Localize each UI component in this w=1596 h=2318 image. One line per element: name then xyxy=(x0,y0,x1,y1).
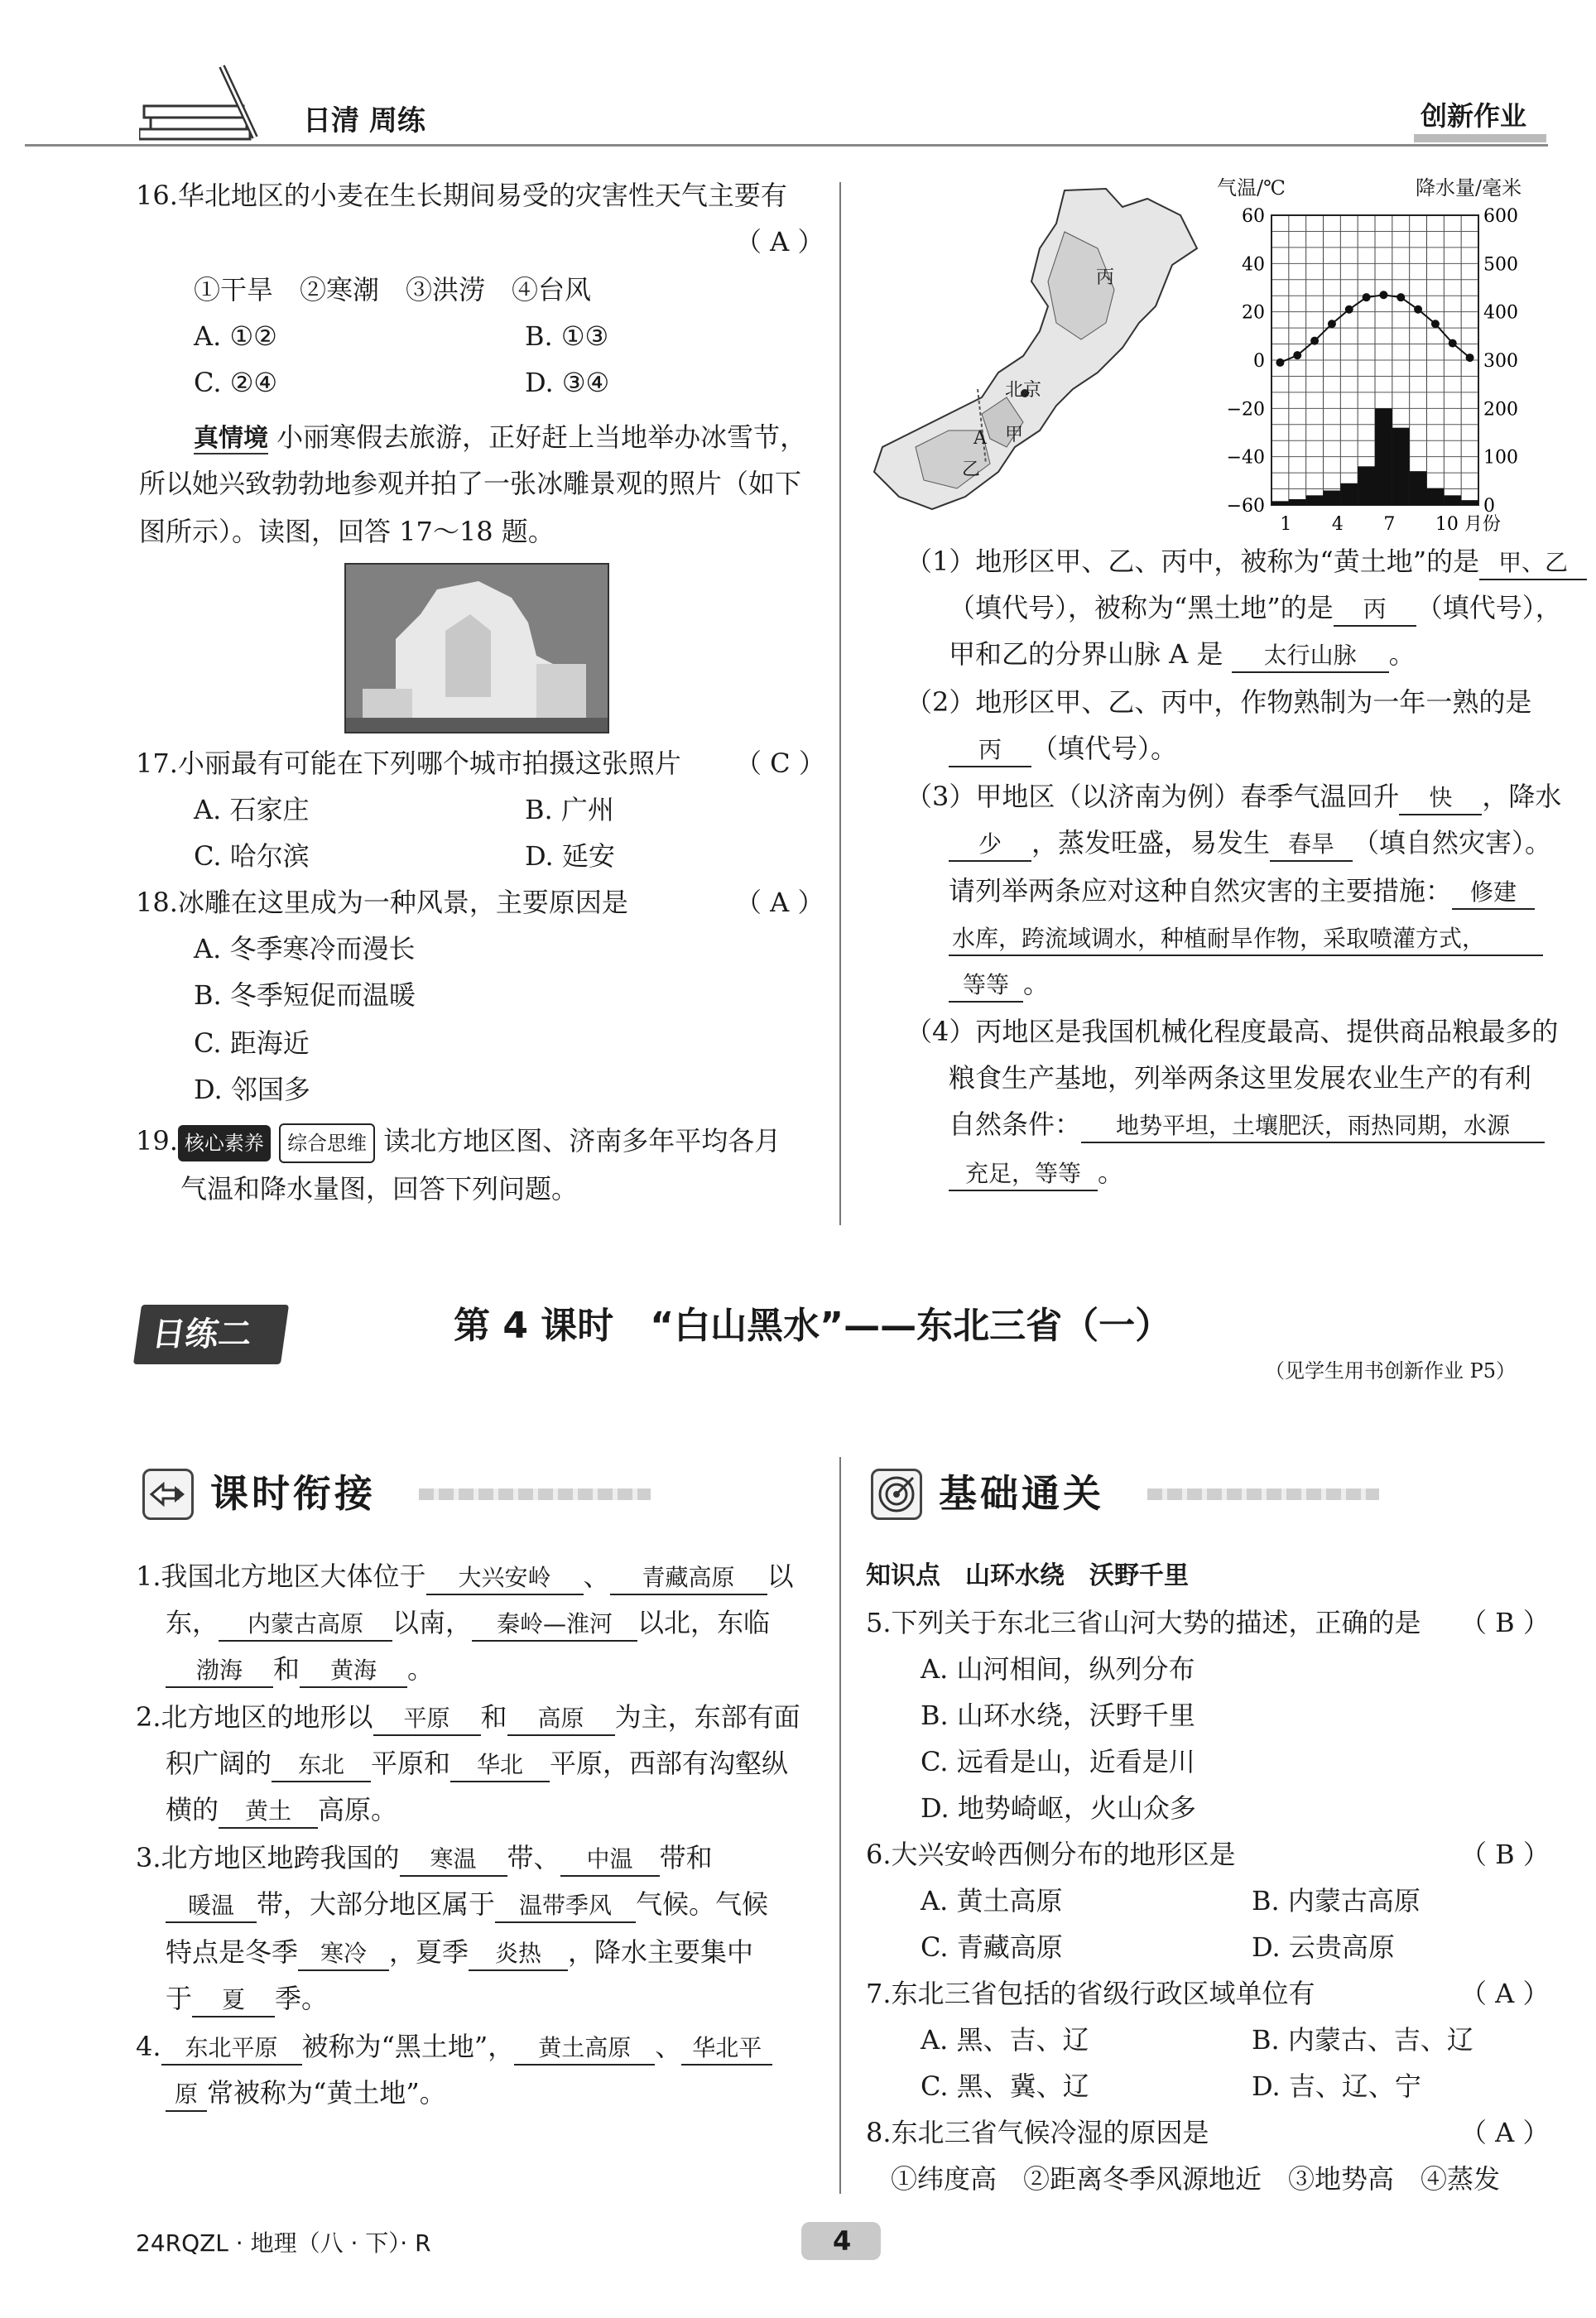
temperature-point xyxy=(1328,320,1336,328)
q19-line-2: 气温和降水量图，回答下列问题。 xyxy=(180,1173,579,1205)
q4-line-2: 原 常被称为“黄土地”。 xyxy=(166,2075,446,2112)
q19-4-line-2: 粮食生产基地，列举两条这里发展农业生产的有利 xyxy=(949,1062,1532,1094)
q2-line-3: 横的 黄土 高原。 xyxy=(166,1791,397,1829)
chart-ylabel-left: 气温/℃ xyxy=(1217,176,1286,200)
chart-right-tick: 600 xyxy=(1483,206,1518,227)
q19-1-line-3: 甲和乙的分界山脉 A 是 太行山脉 。 xyxy=(949,636,1416,673)
q8-items: ①纬度高 ②距离冬季风源地近 ③地势高 ④蒸发 xyxy=(891,2163,1501,2195)
chart-left-tick: 20 xyxy=(1242,302,1265,324)
precip-bar xyxy=(1410,471,1427,505)
section-left-title: 课时衔接 xyxy=(210,1471,376,1516)
q19-3-line-1: （3）甲地区（以济南为例）春季气温回升 快 ，降水 xyxy=(906,778,1561,815)
q3-line-2: 暖温 带，大部分地区属于 温带季风 气候。气候 xyxy=(166,1886,768,1923)
q3-line-3: 特点是冬季 寒冷 ，夏季 炎热 ，降水主要集中 xyxy=(166,1934,753,1971)
q5-option-d: D. 地势崎岖，火山众多 xyxy=(921,1792,1196,1824)
lesson-title: 第 4 课时 “白山黑水”——东北三省（一） xyxy=(454,1305,1172,1347)
chart-x-tick: 1 xyxy=(1280,514,1292,535)
temperature-point xyxy=(1293,351,1301,359)
q16-option-c: C. ②④ xyxy=(194,367,278,398)
footer-code: 24RQZL · 地理（八 · 下）· R xyxy=(136,2229,431,2257)
q19-3-line-5: 等等 。 xyxy=(949,965,1050,1003)
precip-bar xyxy=(1340,483,1358,505)
header-right-title: 创新作业 xyxy=(1421,100,1527,132)
q16-option-b: B. ①③ xyxy=(525,320,609,352)
climate-chart xyxy=(1217,176,1565,540)
q1-line-1: 1.我国北方地区大体位于 大兴安岭 、 青藏高原 以 xyxy=(136,1558,794,1595)
q18-option-c: C. 距海近 xyxy=(194,1027,310,1059)
situation-line-1: 真情境 小丽寒假去旅游，正好赶上当地举办冰雪节， xyxy=(194,421,807,453)
temperature-point xyxy=(1345,305,1353,314)
q6-stem: 6.大兴安岭西侧分布的地形区是 xyxy=(866,1839,1236,1870)
q3-line-1: 3.北方地区地跨我国的 寒温 带、 中温 带和 xyxy=(136,1839,713,1877)
precip-bar xyxy=(1375,408,1392,505)
situation-line-3: 图所示）。读图，回答 17～18 题。 xyxy=(139,516,555,547)
q17-answer: （ C ） xyxy=(735,748,825,779)
chart-ylabel-right: 降水量/毫米 xyxy=(1416,176,1522,200)
temperature-point xyxy=(1414,305,1422,314)
q16-answer: （ A ） xyxy=(735,226,824,257)
q1-line-3: 渤海 和 黄海 。 xyxy=(166,1651,434,1688)
q4-line-1: 4. 东北平原 被称为“黑土地”， 黄土高原 、 华北平 xyxy=(136,2028,772,2066)
q6-option-b: B. 内蒙古高原 xyxy=(1252,1885,1421,1916)
q7-option-c: C. 黑、冀、辽 xyxy=(921,2070,1089,2102)
q7-option-d: D. 吉、辽、宁 xyxy=(1252,2070,1421,2102)
q18-option-d: D. 邻国多 xyxy=(194,1074,310,1105)
situation-line-2: 所以她兴致勃勃地参观并拍了一张冰雕景观的照片（如下 xyxy=(139,468,802,499)
lesson-tag: 日练二 xyxy=(133,1305,289,1364)
q6-answer: （ B ） xyxy=(1460,1839,1550,1870)
q8-stem: 8.东北三省气候冷湿的原因是 xyxy=(866,2117,1209,2148)
q19-4-line-4: 充足，等等 。 xyxy=(949,1154,1124,1191)
badge-comprehensive-thinking: 综合思维 xyxy=(279,1123,375,1163)
situation-tag: 真情境 xyxy=(194,424,268,453)
target-icon xyxy=(871,1469,922,1520)
q19-1-line-1: （1）地形区甲、乙、丙中，被称为“黄土地”的是 甲、乙 xyxy=(906,543,1587,580)
precip-bar xyxy=(1324,491,1341,506)
chart-right-tick: 300 xyxy=(1483,351,1518,372)
q17-stem: 17.小丽最有可能在下列哪个城市拍摄这张照片 xyxy=(136,748,681,779)
chart-right-tick: 400 xyxy=(1483,302,1518,324)
q16-option-a: A. ①② xyxy=(194,320,277,352)
temperature-point xyxy=(1310,337,1319,345)
q7-option-b: B. 内蒙古、吉、辽 xyxy=(1252,2024,1473,2056)
q19-2-line-1: （2）地形区甲、乙、丙中，作物熟制为一年一熟的是 xyxy=(906,686,1532,718)
q6-option-c: C. 青藏高原 xyxy=(921,1931,1063,1963)
q7-answer: （ A ） xyxy=(1460,1978,1550,2009)
arrows-icon xyxy=(142,1469,194,1520)
section-right-title: 基础通关 xyxy=(939,1471,1104,1516)
q19-4-line-1: （4）丙地区是我国机械化程度最高、提供商品粮最多的 xyxy=(906,1016,1559,1047)
chart-right-tick: 200 xyxy=(1483,399,1518,421)
header-rule xyxy=(25,144,1548,147)
chart-left-tick: −40 xyxy=(1226,447,1265,469)
column-divider-bottom xyxy=(839,1457,841,2194)
temperature-point xyxy=(1276,358,1284,367)
chart-right-tick: 0 xyxy=(1483,496,1495,517)
temperature-point xyxy=(1363,293,1371,301)
q19-line-1: 19. 核心素养 综合思维 读北方地区图、济南多年平均各月 xyxy=(136,1123,781,1163)
precip-bar xyxy=(1427,488,1445,505)
q6-option-d: D. 云贵高原 xyxy=(1252,1931,1395,1963)
q5-answer: （ B ） xyxy=(1460,1607,1550,1638)
precip-bar xyxy=(1358,466,1375,505)
chart-x-tick: 10 月份 xyxy=(1435,514,1501,535)
precip-bar xyxy=(1444,495,1461,505)
precip-bar xyxy=(1272,501,1289,505)
q19-1-line-2: （填代号），被称为“黑土地”的是 丙 （填代号）， xyxy=(949,589,1562,627)
q7-option-a: A. 黑、吉、辽 xyxy=(921,2024,1089,2056)
temperature-point xyxy=(1379,291,1387,299)
q19-3-line-2: 少 ，蒸发旺盛，易发生 春旱 （填自然灾害）。 xyxy=(949,825,1551,862)
q17-option-a: A. 石家庄 xyxy=(194,794,310,825)
section-right-bar xyxy=(866,1465,1396,1523)
knowledge-point: 知识点 山环水绕 沃野千里 xyxy=(866,1561,1189,1590)
chart-x-tick: 7 xyxy=(1383,514,1396,535)
q6-option-a: A. 黄土高原 xyxy=(921,1885,1063,1916)
q19-3-line-4: 水库，跨流域调水，种植耐旱作物，采取喷灌方式， xyxy=(949,919,1543,956)
q17-option-c: C. 哈尔滨 xyxy=(194,840,310,872)
north-region-map xyxy=(866,182,1214,522)
chart-left-tick: 60 xyxy=(1242,206,1265,227)
q17-option-d: D. 延安 xyxy=(525,840,615,872)
q8-answer: （ A ） xyxy=(1460,2117,1550,2148)
q16-stem: 16.华北地区的小麦在生长期间易受的灾害性天气主要有 xyxy=(136,180,787,211)
q18-option-a: A. 冬季寒冷而漫长 xyxy=(194,933,416,964)
section-left-bar xyxy=(137,1465,667,1523)
q19-3-line-3: 请列举两条应对这种自然灾害的主要措施： 修建 xyxy=(949,873,1535,910)
header-right-bar xyxy=(1414,134,1546,142)
lesson-reference: （见学生用书创新作业 P5） xyxy=(1265,1359,1517,1383)
chart-left-tick: 0 xyxy=(1253,351,1265,372)
badge-core-literacy: 核心素养 xyxy=(178,1125,271,1161)
temperature-point xyxy=(1396,293,1405,301)
map-label-yi: 乙 xyxy=(962,459,981,480)
map-label-beijing: 北京 xyxy=(1005,380,1042,401)
chart-plot xyxy=(1217,176,1565,540)
q18-option-b: B. 冬季短促而温暖 xyxy=(194,979,416,1011)
q1-line-2: 东， 内蒙古高原 以南， 秦岭—淮河 以北，东临 xyxy=(166,1604,770,1642)
ice-sculpture-photo xyxy=(344,563,609,733)
q19-4-line-3: 自然条件： 地势平坦，土壤肥沃，雨热同期，水源 xyxy=(949,1106,1545,1143)
temperature-point xyxy=(1466,353,1474,362)
q3-line-4: 于 夏 季。 xyxy=(166,1980,328,2017)
precip-bar xyxy=(1306,495,1324,505)
q5-option-a: A. 山河相间，纵列分布 xyxy=(921,1653,1195,1685)
q16-option-d: D. ③④ xyxy=(525,367,610,398)
q18-stem: 18.冰雕在这里成为一种风景，主要原因是 xyxy=(136,887,628,918)
q5-stem: 5.下列关于东北三省山河大势的描述，正确的是 xyxy=(866,1607,1421,1638)
chart-left-tick: 40 xyxy=(1242,254,1265,276)
chart-right-tick: 100 xyxy=(1483,447,1518,469)
chart-x-tick: 4 xyxy=(1331,514,1344,535)
q5-option-c: C. 远看是山，近看是川 xyxy=(921,1746,1195,1777)
precip-bar xyxy=(1461,500,1478,505)
map-label-bing: 丙 xyxy=(1096,267,1115,288)
q5-option-b: B. 山环水绕，沃野千里 xyxy=(921,1700,1195,1731)
q2-line-1: 2.北方地区的地形以 平原 和 高原 为主，东部有面 xyxy=(136,1699,800,1736)
temperature-point xyxy=(1431,320,1440,328)
q17-option-b: B. 广州 xyxy=(525,794,614,825)
map-label-jia: 甲 xyxy=(1005,425,1024,445)
chart-left-tick: −60 xyxy=(1226,496,1265,517)
temperature-point xyxy=(1449,339,1457,348)
precip-bar xyxy=(1289,499,1306,505)
chart-left-tick: −20 xyxy=(1226,399,1265,421)
q19-2-line-2: 丙 （填代号）。 xyxy=(949,730,1177,767)
q16-items: ①干旱 ②寒潮 ③洪涝 ④台风 xyxy=(194,274,592,305)
q18-answer: （ A ） xyxy=(735,887,824,918)
footer-page-badge: 4 xyxy=(801,2222,881,2260)
column-divider-top xyxy=(839,182,841,1225)
chart-right-tick: 500 xyxy=(1483,254,1518,276)
map-label-a: A xyxy=(973,428,987,449)
header-books-icon xyxy=(139,58,263,141)
q7-stem: 7.东北三省包括的省级行政区域单位有 xyxy=(866,1978,1315,2009)
q2-line-2: 积广阔的 东北 平原和 华北 平原，西部有沟壑纵 xyxy=(166,1745,788,1782)
precip-bar xyxy=(1392,428,1410,505)
header-left-title: 日清 周练 xyxy=(303,104,425,137)
